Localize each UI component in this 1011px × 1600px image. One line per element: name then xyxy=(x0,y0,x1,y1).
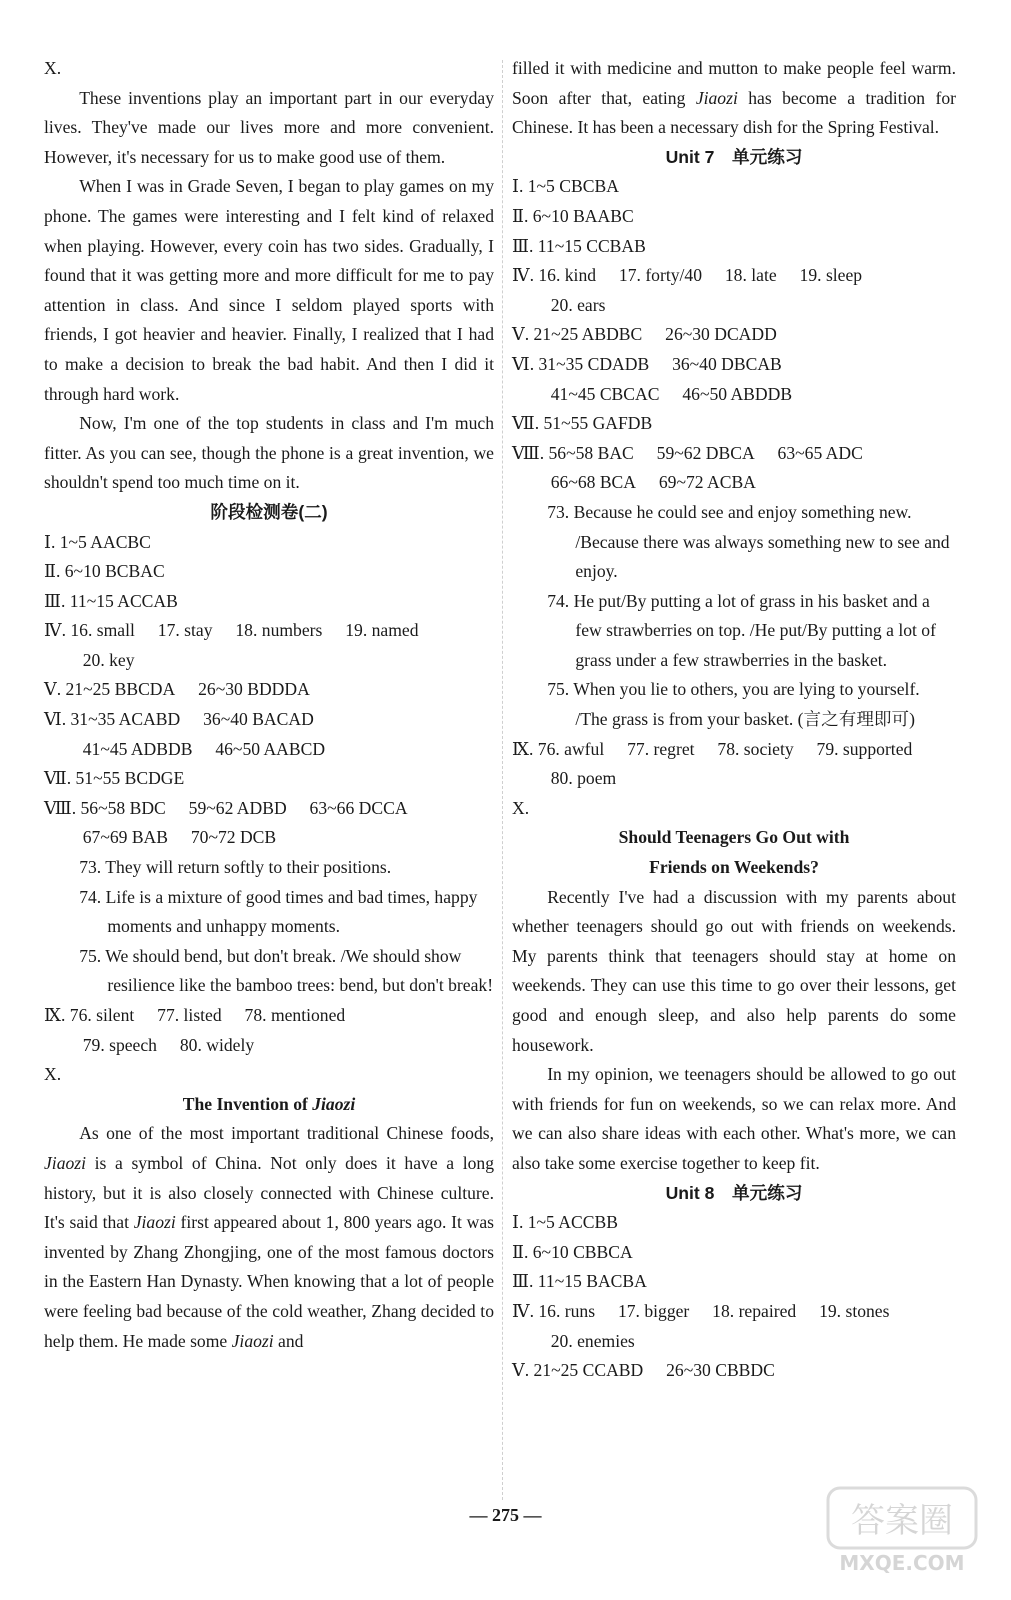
answer-line: Ⅰ. 1~5 ACCBB xyxy=(512,1212,618,1233)
essay-paragraph: As one of the most important traditional Chinese foods, Jiaozi is a symbol of China. Not only does it have a long history, but it is also closely connected with Chinese culture. It's said that Jiaozi first appeared about 1, 800 years ago. It was invented by Zhang Zhongjing, one of the most famous doctors in the Eastern Han Dynasty. When knowing that a lot of people were feeling bad because of the cold weather, Zhang decided to help them. He made some Jiaozi and xyxy=(44,1123,494,1351)
answer-line: Ⅱ. 6~10 BAABC xyxy=(512,205,634,226)
answer-item: 74. Life is a mixture of good times and bad times, happy moments and unhappy moments. xyxy=(79,886,478,937)
answer-line: Ⅴ. 21~25 CCABD 26~30 CBBDC xyxy=(512,1360,775,1381)
essay-paragraph: These inventions play an important part in our everyday lives. They've made our lives more and more convenient. However, it's necessary for us to make good use of them. xyxy=(44,87,494,167)
answer-line: Ⅷ. 56~58 BDC 59~62 ADBD 63~66 DCCA xyxy=(44,797,408,818)
unit7-title: Unit 7 单元练习 xyxy=(665,146,803,167)
answer-line: 41~45 ADBDB 46~50 AABCD xyxy=(82,738,326,759)
page-number: — 275 — xyxy=(469,1505,542,1525)
answer-line: Ⅰ. 1~5 AACBC xyxy=(44,531,151,552)
watermark-url: MXQE.COM xyxy=(839,1551,965,1575)
essay-paragraph: Now, I'm one of the top students in class and I'm much fitter. As you can see, though the phone is a great invention, we shouldn't spend too much time on it. xyxy=(44,413,494,493)
watermark-text: 答案圈 xyxy=(851,1501,953,1541)
answer-item: 73. They will return softly to their positions. xyxy=(79,857,392,878)
column-divider xyxy=(502,60,503,1500)
essay-title: Should Teenagers Go Out with xyxy=(618,827,850,848)
answer-line: Ⅱ. 6~10 CBBCA xyxy=(512,1241,633,1262)
section-mark: X. xyxy=(44,1064,62,1085)
essay-paragraph: In my opinion, we teenagers should be allowed to go out with friends for fun on weekends, so we can relax more. And we can also share ideas with each other. What's more, we can also take some exercise together to keep fit. xyxy=(512,1064,956,1173)
answer-line: Ⅳ. 16. small 17. stay 18. numbers 19. named xyxy=(44,620,419,641)
answer-line: Ⅷ. 56~58 BAC 59~62 DBCA 63~65 ADC xyxy=(512,442,863,463)
answer-line: 41~45 CBCAC 46~50 ABDDB xyxy=(550,383,793,404)
answer-line: 20. enemies xyxy=(550,1330,635,1351)
stage-test-title: 阶段检测卷(二) xyxy=(210,501,328,522)
answer-line: Ⅱ. 6~10 BCBAC xyxy=(44,561,165,582)
section-mark: X. xyxy=(44,58,62,78)
unit8-title: Unit 8 单元练习 xyxy=(665,1182,803,1203)
watermark-logo xyxy=(822,1482,982,1578)
essay-title: The Invention of Jiaozi xyxy=(182,1093,356,1114)
answer-line: Ⅳ. 16. runs 17. bigger 18. repaired 19. stones xyxy=(512,1300,890,1321)
answer-line: Ⅵ. 31~35 CDADB 36~40 DBCAB xyxy=(512,353,782,374)
answer-line: Ⅸ. 76. awful 77. regret 78. society 79. supported xyxy=(512,738,913,759)
answer-line: Ⅴ. 21~25 ABDBC 26~30 DCADD xyxy=(512,324,777,345)
answer-line: Ⅲ. 11~15 ACCAB xyxy=(44,590,178,611)
answer-line: Ⅰ. 1~5 CBCBA xyxy=(512,176,619,197)
answer-line: 80. poem xyxy=(550,768,617,789)
answer-line: 67~69 BAB 70~72 DCB xyxy=(82,827,277,848)
answer-item: 74. He put/By putting a lot of grass in his basket and a few strawberries on top. /He put/By putting a lot of grass under a few strawberries in the basket. xyxy=(547,590,936,670)
essay-paragraph: Recently I've had a discussion with my parents about whether teenagers should go out with friends on weekends. My parents think that teenagers should stay at home on weekends. They can use this time to go over their lessons, get good and enough sleep, and also help parents do some housework. xyxy=(512,886,956,1055)
essay-title: Friends on Weekends? xyxy=(649,857,819,878)
answer-item: 75. We should bend, but don't break. /We should show resilience like the bamboo trees: bend, but don't break! xyxy=(79,945,494,996)
answer-line: Ⅲ. 11~15 CCBAB xyxy=(512,235,646,256)
answer-item: 73. Because he could see and enjoy something new. /Because there was always something new to see and enjoy. xyxy=(547,501,950,582)
answer-line: Ⅳ. 16. kind 17. forty/40 18. late 19. sleep xyxy=(512,265,863,286)
answer-line: 20. key xyxy=(82,649,135,670)
answer-line: Ⅴ. 21~25 BBCDA 26~30 BDDDA xyxy=(44,679,310,700)
right-column xyxy=(512,54,956,1386)
answer-item: 75. When you lie to others, you are lying to yourself. /The grass is from your basket. (言之有理即可) xyxy=(547,679,920,730)
essay-paragraph: When I was in Grade Seven, I began to play games on my phone. The games were interesting and I felt kind of relaxed when playing. However, every coin has two sides. Gradually, I found that it was getting more and more difficult for me to pay attention in class. And since I seldom played sports with friends, I got heavier and heavier. Finally, I realized that I had to make a decision to break the bad habit. And then I did it through hard work. xyxy=(44,176,494,404)
answer-line: Ⅲ. 11~15 BACBA xyxy=(512,1271,647,1292)
essay-paragraph: filled it with medicine and mutton to make people feel warm. Soon after that, eating Jiaozi has become a tradition for Chinese. It has been a necessary dish for the Spring Festival. xyxy=(512,58,956,138)
answer-line: 20. ears xyxy=(550,294,606,315)
answer-line: Ⅶ. 51~55 GAFDB xyxy=(512,413,653,434)
section-mark: X. xyxy=(512,797,530,818)
answer-line: 79. speech 80. widely xyxy=(82,1034,255,1055)
answer-line: 66~68 BCA 69~72 ACBA xyxy=(550,472,756,493)
answer-line: Ⅸ. 76. silent 77. listed 78. mentioned xyxy=(44,1005,346,1025)
answer-line: Ⅶ. 51~55 BCDGE xyxy=(44,768,185,789)
answer-line: Ⅵ. 31~35 ACABD 36~40 BACAD xyxy=(44,709,314,730)
left-column xyxy=(44,54,494,1356)
